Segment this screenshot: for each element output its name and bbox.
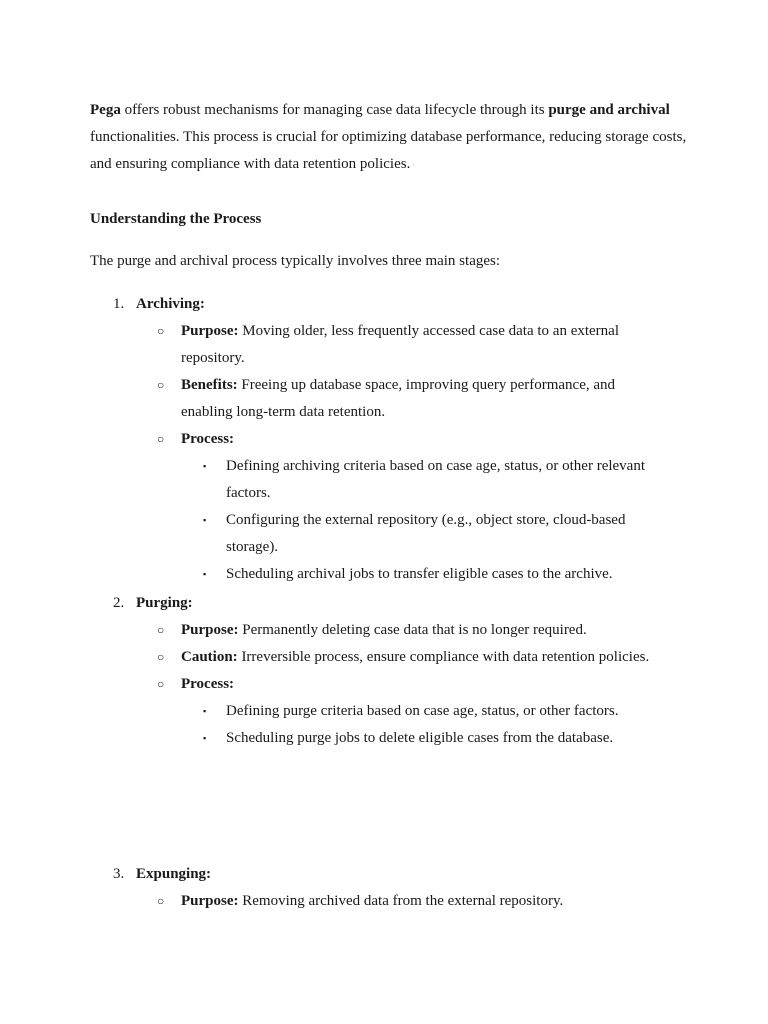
section-heading: Understanding the Process bbox=[90, 211, 262, 227]
caution-label: Caution: bbox=[181, 649, 238, 665]
list-number: 1. bbox=[113, 296, 125, 312]
purpose-text: Permanently deleting case data that is no longer required. bbox=[238, 622, 587, 638]
hollow-circle-bullet-icon: ○ bbox=[157, 432, 165, 446]
purpose-label: Purpose: bbox=[181, 323, 239, 339]
sub-item-process bbox=[0, 671, 768, 698]
process-step-text: Scheduling purge jobs to delete eligible cases from the database. bbox=[226, 730, 614, 746]
intro-text-3: This process is crucial for optimizing database performance, reducing storage costs, and ensuring compliance with data retention policies. bbox=[90, 129, 687, 172]
process-label: Process: bbox=[181, 676, 235, 692]
sub-item-purpose bbox=[0, 888, 768, 915]
benefits-text: Freeing up database space, improving query performance, and enabling long-term data retention. bbox=[181, 377, 616, 420]
hollow-circle-bullet-icon: ○ bbox=[157, 378, 165, 392]
benefits-label: Benefits: bbox=[181, 377, 238, 393]
sub-item-benefits bbox=[0, 372, 768, 426]
hollow-circle-bullet-icon: ○ bbox=[157, 677, 165, 691]
sub-item-caution bbox=[0, 644, 768, 671]
intro-text-2: functionalities. bbox=[90, 129, 180, 145]
process-step-text: Defining archiving criteria based on case age, status, or other relevant factors. bbox=[226, 458, 645, 501]
process-step-text: Configuring the external repository (e.g., object store, cloud-based storage). bbox=[226, 512, 626, 555]
hollow-circle-bullet-icon: ○ bbox=[157, 324, 165, 338]
list-item-stage bbox=[0, 590, 768, 617]
caution-text: Irreversible process, ensure compliance with data retention policies. bbox=[237, 649, 650, 665]
stage-purging bbox=[0, 590, 768, 752]
sub-item-purpose bbox=[0, 617, 768, 644]
intro-text-1: offers robust mechanisms for managing case data lifecycle through its bbox=[120, 102, 549, 118]
list-number: 3. bbox=[113, 866, 125, 882]
stage-label: Archiving: bbox=[136, 296, 205, 312]
purpose-text: Removing archived data from the external repository. bbox=[238, 893, 564, 909]
square-bullet-icon: ▪ bbox=[203, 706, 207, 716]
process-step-text: Scheduling archival jobs to transfer eligible cases to the archive. bbox=[226, 566, 613, 582]
intro-bold-purge-archival: purge and archival bbox=[548, 102, 670, 118]
list-item-stage bbox=[0, 291, 768, 318]
stage-archiving bbox=[0, 291, 768, 588]
hollow-circle-bullet-icon: ○ bbox=[157, 894, 165, 908]
square-bullet-icon: ▪ bbox=[203, 569, 207, 579]
sub-item-process bbox=[0, 426, 768, 453]
purpose-text: Moving older, less frequently accessed case data to an external repository. bbox=[181, 323, 620, 366]
square-bullet-icon: ▪ bbox=[203, 515, 207, 525]
brand-name: Pega bbox=[90, 102, 121, 118]
hollow-circle-bullet-icon: ○ bbox=[157, 623, 165, 637]
process-step-text: Defining purge criteria based on case age, status, or other factors. bbox=[226, 703, 619, 719]
intro-paragraph bbox=[90, 97, 690, 179]
process-step bbox=[0, 507, 768, 561]
list-number: 2. bbox=[113, 595, 125, 611]
stage-label: Purging: bbox=[136, 595, 193, 611]
process-step bbox=[0, 698, 768, 725]
sub-item-purpose bbox=[0, 318, 768, 372]
process-label: Process: bbox=[181, 431, 235, 447]
process-step bbox=[0, 725, 768, 752]
process-step bbox=[0, 453, 768, 507]
stage-label: Expunging: bbox=[136, 866, 212, 882]
process-step bbox=[0, 561, 768, 588]
square-bullet-icon: ▪ bbox=[203, 461, 207, 471]
stage-expunging bbox=[0, 861, 768, 915]
square-bullet-icon: ▪ bbox=[203, 733, 207, 743]
list-item-stage bbox=[0, 861, 768, 888]
hollow-circle-bullet-icon: ○ bbox=[157, 650, 165, 664]
lead-paragraph: The purge and archival process typically involves three main stages: bbox=[90, 253, 501, 269]
purpose-label: Purpose: bbox=[181, 622, 239, 638]
purpose-label: Purpose: bbox=[181, 893, 239, 909]
paragraph-marker: · bbox=[410, 160, 416, 170]
